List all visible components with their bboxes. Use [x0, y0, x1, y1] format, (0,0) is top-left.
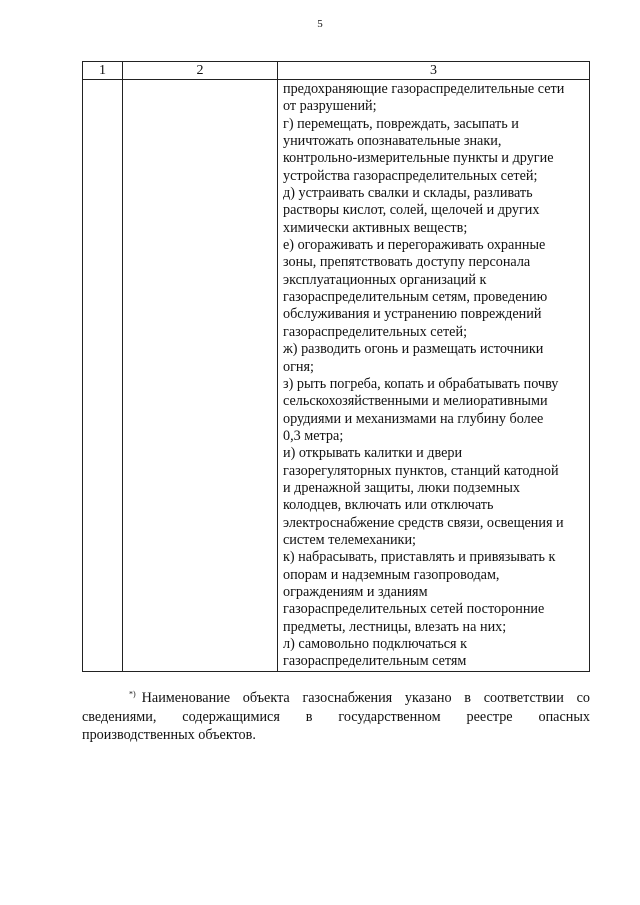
requirements-table	[82, 61, 590, 672]
column-header-2: 2	[123, 62, 278, 80]
column-header-3: 3	[278, 62, 590, 80]
text-line: з) рыть погреба, копать и обрабатывать почву	[283, 375, 559, 392]
text-line: растворы кислот, солей, щелочей и других	[283, 202, 540, 219]
text-line: д) устраивать свалки и склады, разливать	[283, 185, 533, 202]
text-line: е) огораживать и перегораживать охранные	[283, 237, 546, 254]
footnote-word: реестре	[466, 708, 513, 725]
text-line: газораспределительных сетей;	[283, 323, 468, 340]
text-line: л) самовольно подключаться к	[283, 636, 468, 652]
text-line: сельскохозяйственными и мелиоративными	[283, 393, 548, 410]
footnote-word: соответствии	[483, 690, 564, 706]
text-line: от разрушений;	[283, 98, 377, 115]
text-line: и дренажной защиты, люки подземных	[283, 479, 520, 496]
footnote-word: в	[305, 708, 313, 725]
page-number: 5	[317, 18, 323, 30]
table-cell-column-1	[83, 80, 123, 672]
footnote-word: опасных	[538, 708, 590, 725]
text-line: г) перемещать, повреждать, засыпать и	[283, 115, 519, 132]
text-line: эксплуатационных организаций к	[283, 271, 487, 288]
text-line: газораспределительным сетям	[283, 653, 467, 670]
text-line: химически активных веществ;	[283, 219, 468, 236]
footnote-word: Наименование	[141, 690, 231, 706]
footnote-marker: *)	[129, 689, 136, 699]
table-row	[83, 80, 590, 672]
text-line: контрольно-измерительные пункты и другие	[283, 150, 554, 167]
table-cell-column-3	[278, 80, 590, 672]
text-line: зоны, препятствовать доступу персонала	[283, 254, 531, 271]
text-line: обслуживания и устранению повреждений	[283, 306, 542, 323]
footnote-word: со	[576, 690, 590, 706]
column-header-1: 1	[83, 62, 123, 80]
text-line: газораспределительным сетям, проведению	[283, 289, 548, 306]
footnote-word: государственном	[338, 708, 441, 725]
text-line: ограждениям и зданиям	[283, 583, 428, 600]
text-line: огня;	[283, 358, 314, 375]
text-line: уничтожать опознавательные знаки,	[283, 133, 502, 150]
text-line: орудиями и механизмами на глубину более	[283, 410, 544, 427]
text-line: ж) разводить огонь и размещать источники	[283, 341, 544, 358]
footnote-word: содержащимися	[182, 708, 280, 725]
text-line: 0,3 метра;	[283, 427, 344, 444]
footnote-line-2	[82, 708, 590, 727]
text-line: предметы, лестницы, влезать на них;	[283, 618, 507, 635]
text-line: газораспределительных сетей посторонние	[283, 601, 545, 618]
text-line: предохраняющие газораспределительные сети	[283, 81, 565, 97]
text-line: колодцев, включать или отключать	[283, 497, 494, 514]
text-line: устройства газораспределительных сетей;	[283, 167, 538, 184]
footnote-word: сведениями,	[82, 708, 157, 725]
text-line: и) открывать калитки и двери	[283, 445, 463, 462]
footnote-word: газоснабжения	[302, 690, 393, 706]
text-line: к) набрасывать, приставлять и привязывать к	[283, 549, 556, 566]
footnote	[82, 689, 590, 745]
text-line: систем телемеханики;	[283, 531, 416, 548]
restrictions-text	[278, 80, 589, 671]
footnote-line-1	[82, 689, 590, 708]
footnote-word: в	[464, 690, 471, 706]
footnote-line-3: производственных объектов.	[82, 727, 256, 743]
table-cell-column-2	[123, 80, 278, 672]
footnote-word: объекта	[242, 690, 290, 706]
text-line: электроснабжение средств связи, освещения и	[283, 514, 564, 531]
footnote-lead	[129, 689, 230, 708]
table-header-row	[83, 62, 590, 80]
footnote-word: указано	[404, 690, 452, 706]
text-line: газорегуляторных пунктов, станций катодной	[283, 462, 559, 479]
text-line: опорам и надземным газопроводам,	[283, 566, 500, 583]
